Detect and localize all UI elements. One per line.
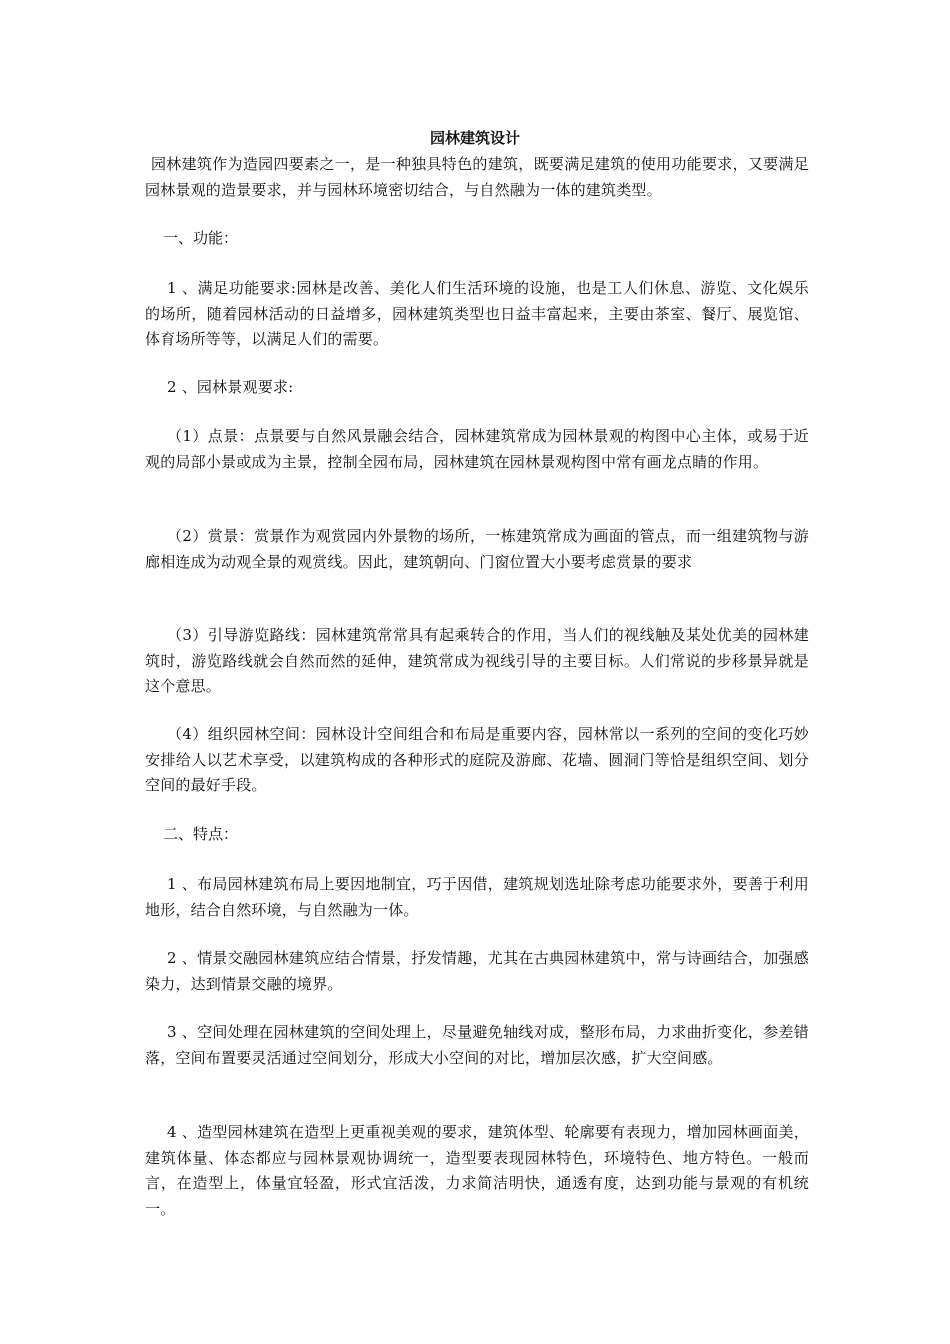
section-heading-features: 二、特点： (163, 825, 239, 843)
feature-item-1: 1 、布局园林建筑布局上要因地制宜，巧于因借，建筑规划选址除考虑功能要求外，要善于利用地形，结合自然环境，与自然融为一体。 (145, 875, 809, 919)
document-title: 园林建筑设计 (429, 129, 520, 147)
intro-paragraph: 园林建筑作为造园四要素之一，是一种独具特色的建筑，既要满足建筑的使用功能要求，又要满足园林景观的造景要求，并与园林环境密切结合，与自然融为一体的建筑类型。 (145, 155, 809, 199)
feature-item-3: 3 、空间处理在园林建筑的空间处理上，尽量避免轴线对成，整形布局，力求曲折变化，参差错落，空间布置要灵活通过空间划分，形成大小空间的对比，增加层次感，扩大空间感。 (145, 1023, 809, 1067)
feature-item-4: 4 、造型园林建筑在造型上更重视美观的要求，建筑体型、轮廓要有表现力，增加园林画面美，建筑体量、体态都应与园林景观协调统一，造型要表现园林特色，环境特色、地方特色。一般而言，在造型上，体量宜轻盈，形式宜活泼，力求简洁明快，通透有度，达到功能与景观的有机统一。 (145, 1123, 809, 1218)
function-subitem-4: （4）组织园林空间：园林设计空间组合和布局是重要内容，园林常以一系列的空间的变化巧妙安排给人以艺术享受，以建筑构成的各种形式的庭院及游廊、花墙、圆洞门等恰是组织空间、划分空间的最好手段。 (145, 725, 809, 794)
function-subitem-2: （2）赏景：赏景作为观赏园内外景物的场所，一栋建筑常成为画面的管点，而一组建筑物与游廊相连成为动观全景的观赏线。因此，建筑朝向、门窗位置大小要考虑赏景的要求 (145, 527, 809, 571)
feature-item-2: 2 、情景交融园林建筑应结合情景，抒发情趣，尤其在古典园林建筑中，常与诗画结合，加强感染力，达到情景交融的境界。 (145, 949, 809, 993)
function-subitem-3: （3）引导游览路线：园林建筑常常具有起乘转合的作用，当人们的视线触及某处优美的园林建筑时，游览路线就会自然而然的延伸，建筑常成为视线引导的主要目标。人们常说的步移景异就是这个意思。 (145, 626, 809, 695)
function-item-1: 1 、满足功能要求:园林是改善、美化人们生活环境的设施，也是工人们休息、游览、文化娱乐的场所，随着园林活动的日益增多，园林建筑类型也日益丰富起来，主要由茶室、餐厅、展览馆、体育场所等等，以满足人们的需要。 (145, 279, 809, 348)
section-heading-functions: 一、功能： (163, 229, 239, 247)
function-subitem-1: （1）点景：点景要与自然风景融会结合，园林建筑常成为园林景观的构图中心主体，或易于近观的局部小景或成为主景，控制全园布局，园林建筑在园林景观构图中常有画龙点睛的作用。 (145, 427, 809, 471)
function-item-2: 2 、园林景观要求: (167, 378, 294, 396)
